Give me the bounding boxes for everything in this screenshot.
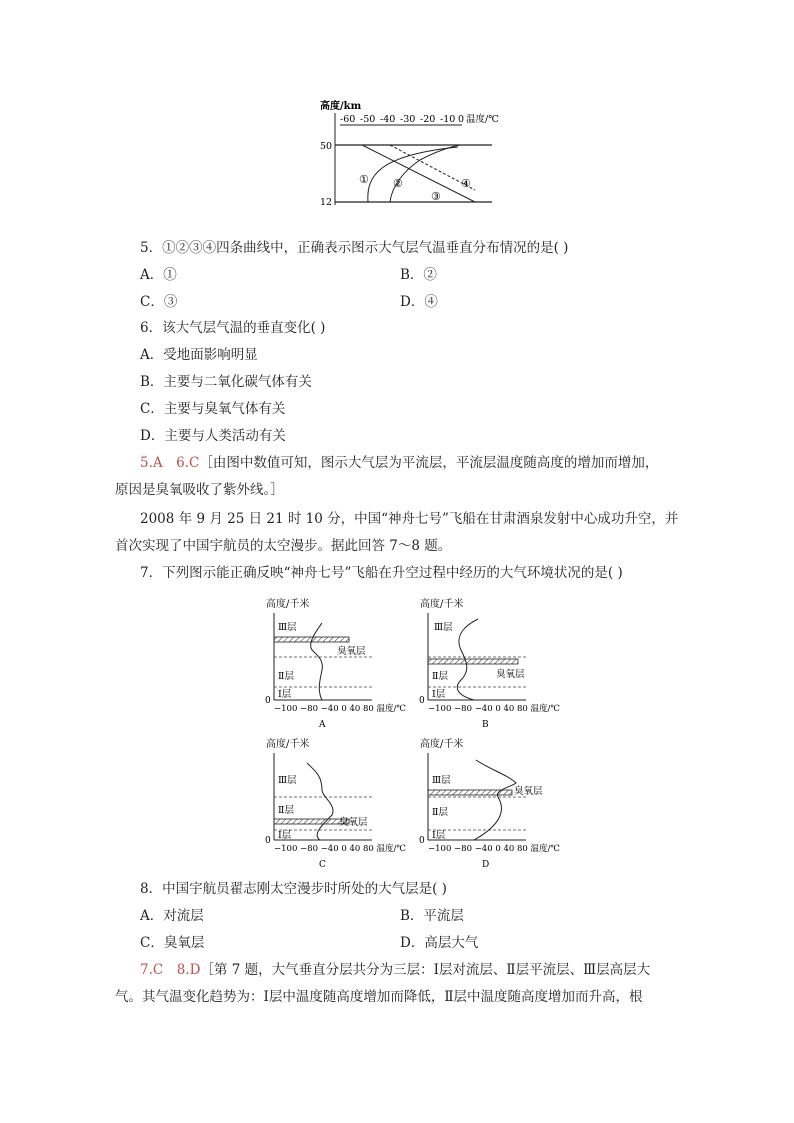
tick-label: 0 [458,114,465,125]
tick-label: -40 [380,114,396,125]
q5-option-d: D．④ [400,294,438,310]
q8-option-a: A．对流层 [140,908,204,924]
layer-1-label: Ⅰ层 [278,830,292,841]
chart-b [416,595,566,733]
q8-option-c: C．臭氧层 [140,935,205,951]
curve-label-4: ④ [461,177,471,190]
curve-label-2: ② [393,177,403,190]
tick-label: -50 [360,114,376,125]
y-axis-label: 高度/千米 [420,599,464,610]
chart-a [262,595,412,733]
y-axis-label: 高度/km [320,101,362,112]
q7-stem: 7．下列图示能正确反映“神舟七号”飞船在升空过程中经历的大气环境状况的是( ) [140,565,623,581]
layer-1-label: Ⅰ层 [432,830,446,841]
tick-label: -30 [400,114,416,125]
q5-option-c: C．③ [140,294,178,310]
zero-label: 0 [265,696,271,706]
y-axis-label: 高度/千米 [266,599,310,610]
answer-7-8 [140,961,650,979]
ozone-label: 臭氧层 [339,817,368,828]
x-ticks: −100 −80 −40 0 40 80 温度/℃ [274,844,406,854]
zero-label: 0 [265,836,271,846]
q8-stem: 8．中国宇航员翟志刚太空漫步时所处的大气层是( ) [140,881,447,897]
caption: D [482,860,490,870]
answer-5-6 [140,454,658,472]
q6-option-d: D．主要与人类活动有关 [140,428,286,444]
chart-c [262,735,412,873]
zero-label: 0 [419,836,425,846]
tick-label: -20 [420,114,436,125]
layer-1-label: Ⅰ层 [432,689,446,700]
q6-option-c: C．主要与臭氧气体有关 [140,401,286,417]
x-ticks: −100 −80 −40 0 40 80 温度/℃ [428,704,560,714]
layer-2-label: Ⅱ层 [278,671,294,682]
intro-line-1: 2008 年 9 月 25 日 21 时 10 分，中国“神舟七号”飞船在甘肃酒泉发射中心成功升空，并 [140,511,679,527]
ozone-label: 臭氧层 [496,669,525,680]
curve-2 [390,145,460,202]
y-top-label: 50 [320,141,333,152]
x-axis-label: 温度/℃ [466,114,499,125]
curve-label-1: ① [359,173,369,186]
x-ticks: −100 −80 −40 0 40 80 温度/℃ [274,704,406,714]
tick-label: -10 [440,114,456,125]
q5-stem: 5．①②③④四条曲线中，正确表示图示大气层气温垂直分布情况的是( ) [140,240,569,256]
layer-3-label: Ⅲ层 [434,622,453,633]
layer-2-label: Ⅱ层 [432,807,448,818]
answer-explanation: ［由图中数值可知，图示大气层为平流层，平流层温度随高度的增加而增加， [199,455,659,471]
caption: A [319,720,326,730]
layer-2-label: Ⅱ层 [278,805,294,816]
tick-label: -60 [340,114,356,125]
caption: C [319,860,326,870]
y-axis-label: 高度/千米 [420,739,464,750]
y-axis-label: 高度/千米 [266,739,310,750]
layer-3-label: Ⅲ层 [278,775,297,786]
caption: B [482,720,489,730]
q6-option-a: A．受地面影响明显 [140,347,258,363]
ozone-label: 臭氧层 [514,786,543,797]
layer-2-label: Ⅱ层 [432,671,448,682]
x-ticks [340,114,464,125]
q6-option-b: B．主要与二氧化碳气体有关 [140,374,312,390]
ozone-label: 臭氧层 [337,646,366,657]
curve-label-3: ③ [431,190,441,203]
stratosphere-temperature-figure [310,95,510,210]
layer-3-label: Ⅲ层 [432,775,451,786]
answer-7-8-cont: 气。其气温变化趋势为：Ⅰ层中温度随高度增加而降低，Ⅱ层中温度随高度增加而升高，根 [115,989,643,1005]
layer-1-label: Ⅰ层 [278,689,292,700]
q5-option-b: B．② [400,267,437,283]
y-bottom-label: 12 [320,197,333,208]
intro-line-2: 首次实现了中国宇航员的太空漫步。据此回答 7～8 题。 [115,538,452,554]
layer-3-label: Ⅲ层 [278,622,297,633]
q5-option-a: A．① [140,267,177,283]
x-ticks: −100 −80 −40 0 40 80 温度/℃ [428,844,560,854]
q6-stem: 6．该大气层气温的垂直变化( ) [140,320,326,336]
answer-key: 5.A 6.C [140,455,200,471]
answer-5-6-cont: 原因是臭氧吸收了紫外线。］ [115,482,284,498]
zero-label: 0 [419,696,425,706]
answer-explanation: ［第 7 题，大气垂直分层共分为三层：Ⅰ层对流层、Ⅱ层平流层、Ⅲ层高层大 [200,962,651,978]
q8-option-d: D．高层大气 [400,935,479,951]
chart-d [416,735,566,873]
q8-option-b: B．平流层 [400,908,464,924]
answer-key: 7.C 8.D [140,962,201,978]
